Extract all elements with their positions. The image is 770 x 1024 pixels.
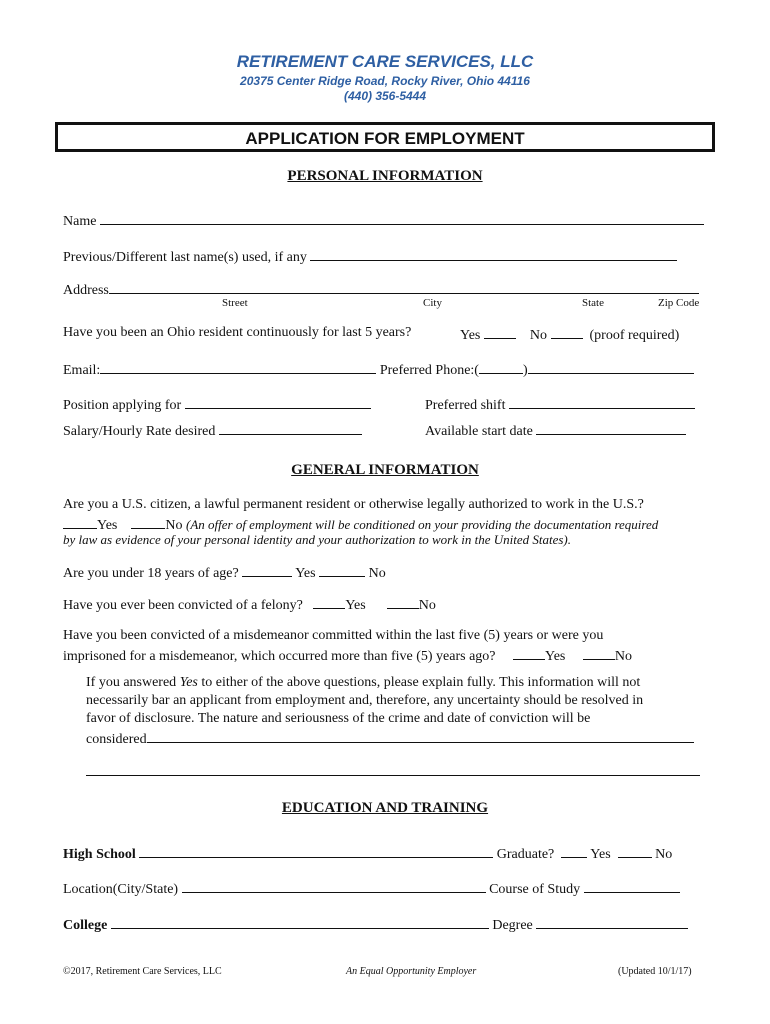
college-row: [63, 915, 688, 934]
felony-yes-label: Yes: [345, 598, 366, 613]
ohio-yes-label: Yes: [460, 328, 481, 343]
under18-question: Are you under 18 years of age?: [63, 566, 239, 581]
misd-yes-field[interactable]: [513, 646, 545, 660]
shift-row: [425, 395, 695, 414]
explain-line-2: necessarily bar an applicant from employment and, therefore, any uncertainty should be resolved in: [86, 693, 644, 708]
ohio-answers: [460, 325, 679, 344]
name-row: [63, 211, 704, 230]
salary-row: [63, 421, 362, 440]
citizen-note-1: (An offer of employment will be conditioned on your providing the documentation required: [186, 517, 659, 532]
company-phone: (440) 356-5444: [343, 89, 427, 103]
explain-text-a: If you answered: [86, 675, 177, 690]
degree-field[interactable]: [536, 915, 688, 929]
under18-no-label: No: [368, 566, 386, 581]
citizen-yes-label: Yes: [97, 518, 118, 533]
ohio-no-label: No: [529, 328, 547, 343]
footer-eoe: An Equal Opportunity Employer: [346, 966, 477, 977]
graduate-no-label: No: [655, 847, 673, 862]
name-label: Name: [63, 214, 97, 229]
education-heading: EDUCATION AND TRAINING: [281, 800, 489, 816]
felony-row: [63, 595, 436, 614]
address-label: Address: [63, 283, 109, 298]
graduate-yes-label: Yes: [590, 847, 611, 862]
name-field[interactable]: [100, 211, 704, 225]
felony-no-label: No: [418, 598, 436, 613]
position-row: [63, 395, 371, 414]
misdemeanor-question-2: imprisoned for a misdemeanor, which occurred more than five (5) years ago?: [63, 649, 496, 664]
misdemeanor-row: [63, 646, 632, 665]
ohio-yes-field[interactable]: [484, 325, 516, 339]
state-caption: State: [582, 297, 604, 309]
explain-text-b: to either of the above questions, please explain fully. This information will not: [201, 675, 641, 690]
location-row: [63, 879, 680, 898]
street-caption: Street: [222, 297, 248, 309]
citizen-no-field[interactable]: [131, 515, 165, 529]
explain-field-1[interactable]: [147, 729, 694, 743]
start-label: Available start date: [425, 424, 533, 439]
misd-yes-label: Yes: [545, 649, 566, 664]
location-field[interactable]: [182, 879, 486, 893]
explain-line-4: [86, 729, 694, 748]
college-field[interactable]: [111, 915, 489, 929]
shift-label: Preferred shift: [425, 398, 506, 413]
start-field[interactable]: [536, 421, 686, 435]
under18-yes-label: Yes: [295, 566, 316, 581]
citizen-note-2: by law as evidence of your personal identity and your authorization to work in the United States).: [63, 532, 572, 547]
phone-area-field[interactable]: [479, 360, 523, 374]
felony-yes-field[interactable]: [313, 595, 345, 609]
position-label: Position applying for: [63, 398, 182, 413]
phone-paren: ): [522, 363, 528, 378]
degree-label: Degree: [492, 918, 533, 933]
form-title-box: [55, 122, 715, 152]
personal-heading: PERSONAL INFORMATION: [287, 168, 483, 184]
graduate-no-field[interactable]: [618, 844, 652, 858]
form-title: APPLICATION FOR EMPLOYMENT: [245, 129, 525, 148]
high-school-row: [63, 844, 672, 863]
company-address: 20375 Center Ridge Road, Rocky River, Ohio 44116: [240, 74, 530, 88]
explain-line-1: [86, 675, 640, 691]
proof-note: (proof required): [589, 328, 680, 343]
graduate-yes-field[interactable]: [561, 844, 587, 858]
footer-copyright: ©2017, Retirement Care Services, LLC: [63, 966, 222, 977]
shift-field[interactable]: [509, 395, 695, 409]
explain-yes: Yes: [179, 675, 198, 690]
citizen-no-label: No: [165, 518, 183, 533]
graduate-label: Graduate?: [496, 847, 555, 862]
under18-row: [63, 563, 386, 582]
misdemeanor-question-1: Have you been convicted of a misdemeanor committed within the last five (5) years or were you: [63, 628, 604, 643]
phone-field[interactable]: [528, 360, 694, 374]
misd-no-label: No: [614, 649, 632, 664]
course-label: Course of Study: [489, 882, 581, 897]
felony-question: Have you ever been convicted of a felony?: [63, 598, 303, 613]
explain-field-2[interactable]: [86, 762, 700, 776]
company-name: RETIREMENT CARE SERVICES, LLC: [236, 52, 534, 71]
considered-label: considered: [86, 732, 147, 747]
explain-line-5: [86, 762, 700, 781]
prev-name-field[interactable]: [310, 247, 677, 261]
address-field[interactable]: [109, 280, 699, 294]
salary-field[interactable]: [219, 421, 362, 435]
zip-caption: Zip Code: [658, 297, 700, 309]
general-heading: GENERAL INFORMATION: [291, 462, 479, 478]
location-label: Location(City/State): [63, 882, 179, 897]
college-label: College: [63, 918, 108, 933]
phone-label: Preferred Phone:(: [379, 363, 479, 378]
under18-no-field[interactable]: [319, 563, 365, 577]
salary-label: Salary/Hourly Rate desired: [63, 424, 216, 439]
misd-no-field[interactable]: [583, 646, 615, 660]
high-school-field[interactable]: [139, 844, 493, 858]
position-field[interactable]: [185, 395, 371, 409]
high-school-label: High School: [63, 847, 136, 862]
footer-updated: (Updated 10/1/17): [618, 966, 692, 977]
ohio-no-field[interactable]: [551, 325, 583, 339]
email-row: [63, 360, 694, 379]
email-label: Email:: [63, 363, 101, 378]
course-field[interactable]: [584, 879, 680, 893]
citizen-yes-field[interactable]: [63, 515, 97, 529]
ohio-question: Have you been an Ohio resident continuously for last 5 years?: [63, 325, 412, 340]
prev-name-row: [63, 247, 677, 266]
felony-no-field[interactable]: [387, 595, 419, 609]
city-caption: City: [423, 297, 442, 309]
prev-name-label: Previous/Different last name(s) used, if any: [63, 250, 307, 265]
start-row: [425, 421, 686, 440]
explain-line-3: favor of disclosure. The nature and seriousness of the crime and date of conviction will be: [86, 711, 591, 726]
under18-yes-field[interactable]: [242, 563, 292, 577]
email-field[interactable]: [100, 360, 376, 374]
citizen-question: Are you a U.S. citizen, a lawful permanent resident or otherwise legally authorized to work in the U.S.?: [63, 497, 644, 512]
